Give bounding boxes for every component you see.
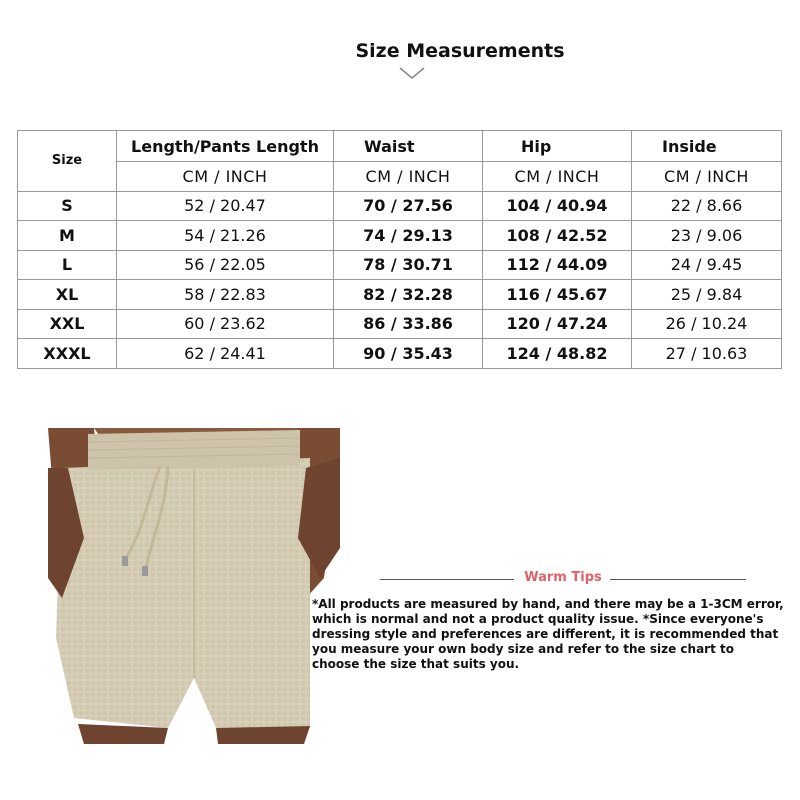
- warm-tips-text: *All products are measured by hand, and there may be a 1-3CM error, which is normal and not a product quality issue. *Since everyone's dressing style and preferences are different, it is recommended that you measure your own body size and refer to the size chart to choose the size that suits you.: [312, 597, 784, 671]
- hip-cell: 112 / 44.09: [483, 250, 632, 280]
- size-cell: S: [18, 191, 117, 221]
- length-cell: 62 / 24.41: [117, 339, 334, 369]
- table-row: [18, 280, 782, 310]
- unit-label: CM / INCH: [334, 162, 483, 192]
- hip-header: Hip: [483, 131, 632, 162]
- hip-cell: 116 / 45.67: [483, 280, 632, 310]
- hip-cell: 124 / 48.82: [483, 339, 632, 369]
- size-cell: M: [18, 221, 117, 251]
- waist-cell: 78 / 30.71: [334, 250, 483, 280]
- inside-cell: 26 / 10.24: [632, 309, 782, 339]
- unit-label: CM / INCH: [117, 162, 334, 192]
- size-cell: XL: [18, 280, 117, 310]
- length-cell: 56 / 22.05: [117, 250, 334, 280]
- unit-label: CM / INCH: [483, 162, 632, 192]
- hip-cell: 104 / 40.94: [483, 191, 632, 221]
- table-row: [18, 309, 782, 339]
- size-cell: L: [18, 250, 117, 280]
- divider: [380, 579, 514, 580]
- waist-cell: 86 / 33.86: [334, 309, 483, 339]
- hip-cell: 120 / 47.24: [483, 309, 632, 339]
- chevron-down-icon: [398, 66, 426, 80]
- inside-cell: 24 / 9.45: [632, 250, 782, 280]
- waist-cell: 90 / 35.43: [334, 339, 483, 369]
- length-cell: 52 / 20.47: [117, 191, 334, 221]
- waist-cell: 70 / 27.56: [334, 191, 483, 221]
- table-row: [18, 221, 782, 251]
- page-title: Size Measurements: [355, 40, 565, 62]
- table-row: [18, 339, 782, 369]
- length-header: Length/Pants Length: [117, 131, 334, 162]
- inside-header: Inside: [632, 131, 782, 162]
- hip-cell: 108 / 42.52: [483, 221, 632, 251]
- size-chart-table: [17, 130, 782, 369]
- inside-cell: 27 / 10.63: [632, 339, 782, 369]
- length-cell: 60 / 23.62: [117, 309, 334, 339]
- table-row: [18, 191, 782, 221]
- waist-header: Waist: [334, 131, 483, 162]
- unit-label: CM / INCH: [632, 162, 782, 192]
- waist-cell: 74 / 29.13: [334, 221, 483, 251]
- length-cell: 58 / 22.83: [117, 280, 334, 310]
- table-row: [18, 250, 782, 280]
- divider: [610, 579, 746, 580]
- inside-cell: 23 / 9.06: [632, 221, 782, 251]
- length-cell: 54 / 21.26: [117, 221, 334, 251]
- size-cell: XXXL: [18, 339, 117, 369]
- inside-cell: 25 / 9.84: [632, 280, 782, 310]
- shorts-product-image: [48, 428, 340, 744]
- inside-cell: 22 / 8.66: [632, 191, 782, 221]
- warm-tips-title: Warm Tips: [524, 570, 602, 585]
- size-cell: XXL: [18, 309, 117, 339]
- size-header: Size: [18, 131, 117, 192]
- waist-cell: 82 / 32.28: [334, 280, 483, 310]
